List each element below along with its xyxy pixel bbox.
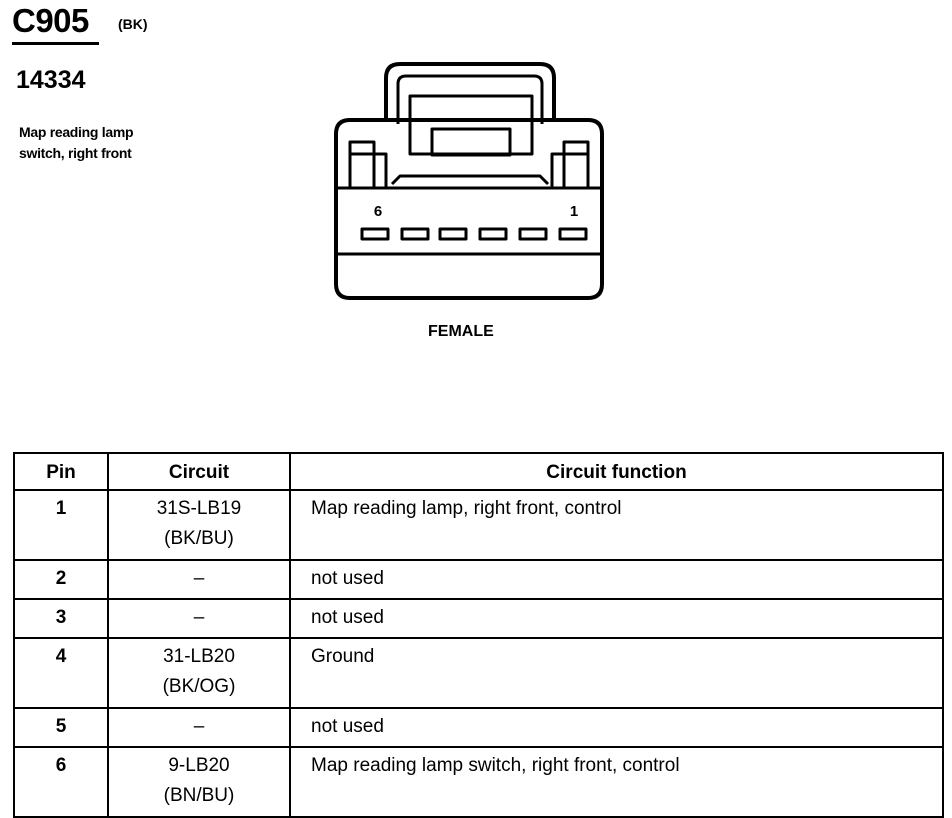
- pin-number: 4: [14, 638, 108, 708]
- table-row: [14, 638, 943, 708]
- pin-number: 2: [14, 560, 108, 599]
- table-header-row: [14, 453, 943, 490]
- table-row: [14, 599, 943, 638]
- circuit-cell: [108, 638, 290, 708]
- circuit-function: not used: [290, 560, 943, 599]
- header-pin: Pin: [14, 453, 108, 490]
- circuit-function: Map reading lamp, right front, control: [290, 490, 943, 560]
- pin-cavity: [520, 229, 546, 239]
- table-row: [14, 708, 943, 747]
- circuit-function: Ground: [290, 638, 943, 708]
- connector-face-diagram: [0, 0, 952, 320]
- description-line-1: Map reading lamp: [19, 124, 134, 140]
- circuit-cell: [108, 490, 290, 560]
- pin-cavity: [362, 229, 388, 239]
- header-circuit-function: Circuit function: [290, 453, 943, 490]
- table-row: [14, 747, 943, 817]
- circuit-cell: [108, 560, 290, 599]
- circuit-function: not used: [290, 708, 943, 747]
- wire-color: (BK/BU): [164, 528, 234, 549]
- table-row: [14, 560, 943, 599]
- circuit-id: –: [193, 716, 205, 737]
- circuit-function: Map reading lamp switch, right front, control: [290, 747, 943, 817]
- circuit-id: –: [193, 568, 205, 589]
- side-post-right: [564, 154, 588, 188]
- latch-inner: [398, 76, 542, 124]
- circuit-id: 31-LB20: [163, 646, 235, 667]
- description-line-2: switch, right front: [19, 145, 132, 161]
- side-post-left: [350, 154, 374, 188]
- pin-cavity: [560, 229, 586, 239]
- pin-number: 5: [14, 708, 108, 747]
- pin-number: 3: [14, 599, 108, 638]
- circuit-cell: [108, 599, 290, 638]
- circuit-cell: [108, 708, 290, 747]
- latch-tab-outer: [410, 96, 532, 154]
- wire-color: (BK/OG): [162, 676, 236, 697]
- circuit-id: –: [193, 607, 205, 628]
- cavity-outline: [350, 142, 386, 188]
- latch-tab-inner: [432, 129, 510, 155]
- pin-cavity: [480, 229, 506, 239]
- latch-ramp: [392, 176, 548, 184]
- connector-id: C905: [12, 2, 89, 39]
- part-number: 14334: [16, 66, 86, 94]
- table-row: [14, 490, 943, 560]
- pin-cavity: [402, 229, 428, 239]
- wire-color: (BN/BU): [163, 785, 235, 806]
- pin-cavity: [440, 229, 466, 239]
- circuit-cell: [108, 747, 290, 817]
- connector-gender: FEMALE: [428, 323, 494, 340]
- connector-color-code: (BK): [118, 16, 148, 32]
- circuit-id: 31S-LB19: [156, 498, 242, 519]
- circuit-function: not used: [290, 599, 943, 638]
- circuit-id: 9-LB20: [168, 755, 230, 776]
- pin-number: 1: [14, 490, 108, 560]
- pin-label-1: 1: [569, 203, 579, 220]
- pinout-table: [13, 452, 944, 818]
- pin-number: 6: [14, 747, 108, 817]
- header-circuit: Circuit: [108, 453, 290, 490]
- pin-label-6: 6: [373, 203, 383, 220]
